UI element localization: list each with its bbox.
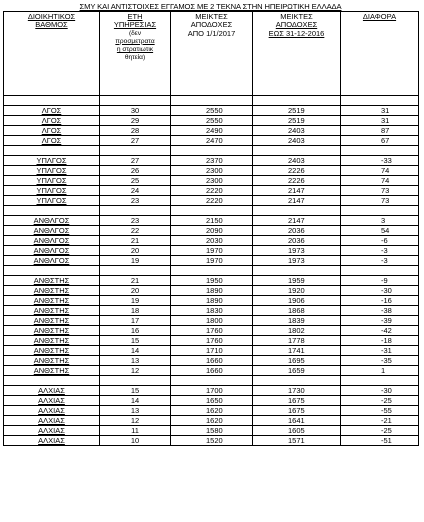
table-row: [4, 166, 419, 176]
rank-cell: ΑΝΘΣΤΗΣ: [4, 356, 100, 366]
diff-cell: 67: [341, 136, 419, 146]
rank-cell: ΑΝΘΛΓΟΣ: [4, 226, 100, 236]
table-row: [4, 396, 419, 406]
rank-cell: ΑΛΧΙΑΣ: [4, 416, 100, 426]
rank-cell: ΑΝΘΛΓΟΣ: [4, 246, 100, 256]
new-pay-cell: 2370: [171, 156, 253, 166]
empty-cell: [341, 146, 419, 156]
rank-cell: ΥΠΛΓΟΣ: [4, 156, 100, 166]
table-row: [4, 196, 419, 206]
old-pay-cell: 2519: [253, 106, 341, 116]
diff-cell: 74: [341, 176, 419, 186]
diff-cell: -42: [341, 326, 419, 336]
table-row: [4, 176, 419, 186]
table-row: [4, 296, 419, 306]
years-cell: 30: [100, 106, 171, 116]
diff-cell: -25: [341, 426, 419, 436]
years-cell: 25: [100, 176, 171, 186]
years-cell: 12: [100, 416, 171, 426]
new-pay-cell: 2150: [171, 216, 253, 226]
years-cell: 27: [100, 156, 171, 166]
years-cell: 21: [100, 236, 171, 246]
years-cell: 14: [100, 396, 171, 406]
empty-cell: [100, 266, 171, 276]
table-row: [4, 276, 419, 286]
diff-cell: -51: [341, 436, 419, 446]
separator-row: [4, 376, 419, 386]
separator-row: [4, 146, 419, 156]
new-pay-cell: 2300: [171, 176, 253, 186]
table-row: [4, 386, 419, 396]
diff-cell: -16: [341, 296, 419, 306]
diff-cell: -9: [341, 276, 419, 286]
new-pay-cell: 1970: [171, 246, 253, 256]
empty-cell: [4, 96, 100, 106]
table-row: [4, 326, 419, 336]
old-pay-cell: 1802: [253, 326, 341, 336]
empty-cell: [100, 376, 171, 386]
empty-cell: [253, 146, 341, 156]
empty-cell: [253, 266, 341, 276]
rank-cell: ΥΠΛΓΟΣ: [4, 176, 100, 186]
new-pay-cell: 1710: [171, 346, 253, 356]
old-pay-cell: 1675: [253, 396, 341, 406]
empty-cell: [4, 376, 100, 386]
rank-cell: ΑΝΘΣΤΗΣ: [4, 306, 100, 316]
table-row: [4, 366, 419, 376]
diff-cell: -21: [341, 416, 419, 426]
old-pay-cell: 2519: [253, 116, 341, 126]
rank-cell: ΑΛΧΙΑΣ: [4, 426, 100, 436]
rank-cell: ΑΝΘΛΓΟΣ: [4, 256, 100, 266]
diff-cell: 54: [341, 226, 419, 236]
years-cell: 19: [100, 296, 171, 306]
salary-table: [3, 11, 419, 446]
empty-cell: [341, 96, 419, 106]
years-cell: 20: [100, 286, 171, 296]
years-cell: 23: [100, 196, 171, 206]
years-cell: 21: [100, 276, 171, 286]
new-pay-cell: 2030: [171, 236, 253, 246]
new-pay-cell: 2220: [171, 186, 253, 196]
years-cell: 13: [100, 406, 171, 416]
new-pay-cell: 1620: [171, 406, 253, 416]
empty-cell: [171, 146, 253, 156]
old-pay-cell: 1730: [253, 386, 341, 396]
old-pay-cell: 1571: [253, 436, 341, 446]
table-row: [4, 116, 419, 126]
table-row: [4, 306, 419, 316]
table-row: [4, 346, 419, 356]
diff-cell: 87: [341, 126, 419, 136]
old-pay-cell: 1641: [253, 416, 341, 426]
diff-cell: -25: [341, 396, 419, 406]
empty-cell: [253, 96, 341, 106]
table-row: [4, 236, 419, 246]
empty-cell: [4, 206, 100, 216]
years-cell: 20: [100, 246, 171, 256]
empty-cell: [253, 376, 341, 386]
separator-row: [4, 206, 419, 216]
table-row: [4, 406, 419, 416]
empty-cell: [100, 96, 171, 106]
old-pay-cell: 1675: [253, 406, 341, 416]
years-cell: 23: [100, 216, 171, 226]
header-row: [4, 12, 419, 96]
years-cell: 14: [100, 346, 171, 356]
years-cell: 26: [100, 166, 171, 176]
diff-cell: -31: [341, 346, 419, 356]
years-cell: 28: [100, 126, 171, 136]
years-cell: 18: [100, 306, 171, 316]
new-pay-cell: 2550: [171, 116, 253, 126]
old-pay-cell: 1868: [253, 306, 341, 316]
years-cell: 13: [100, 356, 171, 366]
rank-cell: ΥΠΛΓΟΣ: [4, 166, 100, 176]
empty-cell: [341, 266, 419, 276]
new-pay-cell: 1950: [171, 276, 253, 286]
rank-cell: ΑΛΧΙΑΣ: [4, 406, 100, 416]
table-row: [4, 156, 419, 166]
old-pay-cell: 1741: [253, 346, 341, 356]
table-row: [4, 216, 419, 226]
rank-cell: ΑΝΘΣΤΗΣ: [4, 276, 100, 286]
new-pay-cell: 1650: [171, 396, 253, 406]
old-pay-cell: 2147: [253, 196, 341, 206]
old-pay-cell: 2226: [253, 166, 341, 176]
rank-cell: ΑΝΘΣΤΗΣ: [4, 296, 100, 306]
diff-cell: -18: [341, 336, 419, 346]
empty-cell: [171, 206, 253, 216]
new-pay-cell: 2090: [171, 226, 253, 236]
empty-cell: [341, 376, 419, 386]
old-pay-cell: 1906: [253, 296, 341, 306]
old-pay-cell: 1659: [253, 366, 341, 376]
empty-cell: [4, 266, 100, 276]
diff-cell: 73: [341, 196, 419, 206]
rank-cell: ΑΛΧΙΑΣ: [4, 436, 100, 446]
new-pay-cell: 2300: [171, 166, 253, 176]
rank-cell: ΑΝΘΣΤΗΣ: [4, 286, 100, 296]
header-old-pay: ΜΕΙΚΤΕΣ ΑΠΟΔΟΧΕΣ ΕΩΣ 31-12-2016: [253, 12, 341, 96]
table-row: [4, 256, 419, 266]
header-diff: ΔΙΑΦΟΡΑ: [341, 12, 419, 96]
old-pay-cell: 2403: [253, 156, 341, 166]
rank-cell: ΑΝΘΣΤΗΣ: [4, 346, 100, 356]
rank-cell: ΥΠΛΓΟΣ: [4, 186, 100, 196]
new-pay-cell: 1970: [171, 256, 253, 266]
old-pay-cell: 2147: [253, 186, 341, 196]
table-row: [4, 436, 419, 446]
years-cell: 24: [100, 186, 171, 196]
diff-cell: 74: [341, 166, 419, 176]
diff-cell: 31: [341, 106, 419, 116]
new-pay-cell: 1660: [171, 366, 253, 376]
new-pay-cell: 1890: [171, 286, 253, 296]
old-pay-cell: 1959: [253, 276, 341, 286]
table-row: [4, 316, 419, 326]
old-pay-cell: 2403: [253, 126, 341, 136]
header-rank: ΔΙΟΙΚΗΤΙΚΟΣ ΒΑΘΜΟΣ: [4, 12, 100, 96]
old-pay-cell: 2036: [253, 236, 341, 246]
years-cell: 29: [100, 116, 171, 126]
empty-cell: [100, 206, 171, 216]
new-pay-cell: 1660: [171, 356, 253, 366]
old-pay-cell: 1973: [253, 256, 341, 266]
new-pay-cell: 1760: [171, 336, 253, 346]
empty-cell: [4, 146, 100, 156]
sheet-title: ΣΜΥ ΚΑΙ ΑΝΤΙΣΤΟΙΧΕΣ ΕΓΓΑΜΟΣ ΜΕ 2 ΤΕΚΝΑ ΣΤΗΝ ΗΠΕΙΡΩΤΙΚΗ ΕΛΛΑΔΑ: [79, 2, 342, 11]
table-row: [4, 246, 419, 256]
diff-cell: -3: [341, 256, 419, 266]
rank-cell: ΛΓΟΣ: [4, 136, 100, 146]
diff-cell: 3: [341, 216, 419, 226]
table-row: [4, 416, 419, 426]
old-pay-cell: 2036: [253, 226, 341, 236]
new-pay-cell: 1700: [171, 386, 253, 396]
rank-cell: ΑΝΘΣΤΗΣ: [4, 326, 100, 336]
rank-cell: ΛΓΟΣ: [4, 106, 100, 116]
years-cell: 15: [100, 386, 171, 396]
old-pay-cell: 2147: [253, 216, 341, 226]
rank-cell: ΑΛΧΙΑΣ: [4, 386, 100, 396]
separator-row: [4, 266, 419, 276]
table-row: [4, 136, 419, 146]
years-cell: 15: [100, 336, 171, 346]
old-pay-cell: 2403: [253, 136, 341, 146]
table-row: [4, 286, 419, 296]
new-pay-cell: 1520: [171, 436, 253, 446]
table-row: [4, 336, 419, 346]
old-pay-cell: 1605: [253, 426, 341, 436]
old-pay-cell: 2226: [253, 176, 341, 186]
diff-cell: -39: [341, 316, 419, 326]
new-pay-cell: 1580: [171, 426, 253, 436]
old-pay-cell: 1695: [253, 356, 341, 366]
years-cell: 10: [100, 436, 171, 446]
table-row: [4, 106, 419, 116]
rank-cell: ΑΝΘΣΤΗΣ: [4, 316, 100, 326]
years-cell: 16: [100, 326, 171, 336]
new-pay-cell: 2490: [171, 126, 253, 136]
new-pay-cell: 1830: [171, 306, 253, 316]
years-cell: 19: [100, 256, 171, 266]
rank-cell: ΑΝΘΣΤΗΣ: [4, 336, 100, 346]
new-pay-cell: 1620: [171, 416, 253, 426]
diff-cell: -6: [341, 236, 419, 246]
rank-cell: ΛΓΟΣ: [4, 116, 100, 126]
new-pay-cell: 2550: [171, 106, 253, 116]
empty-cell: [100, 146, 171, 156]
new-pay-cell: 1890: [171, 296, 253, 306]
old-pay-cell: 1920: [253, 286, 341, 296]
years-cell: 12: [100, 366, 171, 376]
table-row: [4, 426, 419, 436]
old-pay-cell: 1839: [253, 316, 341, 326]
diff-cell: -3: [341, 246, 419, 256]
empty-cell: [341, 206, 419, 216]
table-row: [4, 126, 419, 136]
rank-cell: ΑΛΧΙΑΣ: [4, 396, 100, 406]
years-cell: 27: [100, 136, 171, 146]
old-pay-cell: 1778: [253, 336, 341, 346]
rank-cell: ΥΠΛΓΟΣ: [4, 196, 100, 206]
salary-sheet: [3, 2, 418, 446]
new-pay-cell: 2470: [171, 136, 253, 146]
rank-cell: ΑΝΘΣΤΗΣ: [4, 366, 100, 376]
years-cell: 22: [100, 226, 171, 236]
empty-cell: [171, 376, 253, 386]
empty-cell: [171, 266, 253, 276]
empty-cell: [171, 96, 253, 106]
diff-cell: -33: [341, 156, 419, 166]
diff-cell: 1: [341, 366, 419, 376]
header-years: ΕΤΗ ΥΠΗΡΕΣΙΑΣ (δεν προσμετρατα η στρατιωτικ θητεία): [100, 12, 171, 96]
diff-cell: -35: [341, 356, 419, 366]
years-cell: 17: [100, 316, 171, 326]
rank-cell: ΛΓΟΣ: [4, 126, 100, 136]
diff-cell: -30: [341, 286, 419, 296]
rank-cell: ΑΝΘΛΓΟΣ: [4, 236, 100, 246]
table-row: [4, 226, 419, 236]
separator-row: [4, 96, 419, 106]
table-row: [4, 356, 419, 366]
empty-cell: [253, 206, 341, 216]
header-new-pay: ΜΕΙΚΤΕΣ ΑΠΟΔΟΧΕΣ ΑΠΟ 1/1/2017: [171, 12, 253, 96]
old-pay-cell: 1973: [253, 246, 341, 256]
table-row: [4, 186, 419, 196]
new-pay-cell: 2220: [171, 196, 253, 206]
diff-cell: 73: [341, 186, 419, 196]
diff-cell: -38: [341, 306, 419, 316]
diff-cell: -55: [341, 406, 419, 416]
rank-cell: ΑΝΘΛΓΟΣ: [4, 216, 100, 226]
diff-cell: -30: [341, 386, 419, 396]
diff-cell: 31: [341, 116, 419, 126]
years-cell: 11: [100, 426, 171, 436]
new-pay-cell: 1800: [171, 316, 253, 326]
new-pay-cell: 1760: [171, 326, 253, 336]
